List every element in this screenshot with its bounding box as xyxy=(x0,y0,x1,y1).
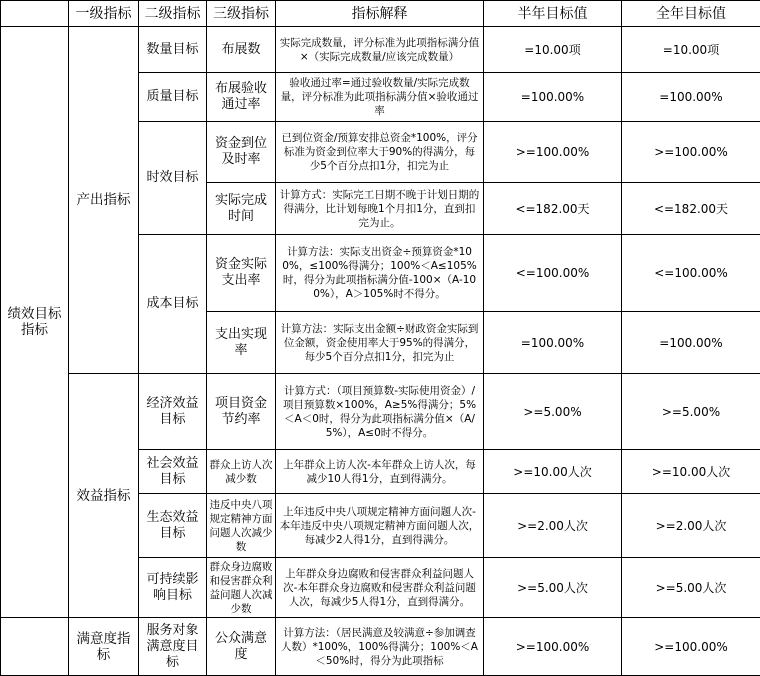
explanation-cell: 计算方式：（项目预算数-实际使用资金）/项目预算数×100%，A≥5%得满分；5%＜A＜0时，得分为此项指标满分值×（A/5%），A≤0时不得分。 xyxy=(276,374,484,450)
half-year-value: >=100.00% xyxy=(484,122,622,183)
full-year-value: >=2.00人次 xyxy=(622,494,760,558)
explanation-cell: 实际完成数量，评分标准为此项指标满分值×（实际完成数量/应该完成数量） xyxy=(276,27,484,73)
explanation-cell: 上年群众上访人次-本年群众上访人次，每减少10人得1分，直到得满分。 xyxy=(276,450,484,494)
level2-cell: 社会效益目标 xyxy=(139,450,207,494)
half-year-value: <=182.00天 xyxy=(484,183,622,235)
half-year-value: >=5.00% xyxy=(484,374,622,450)
level3-cell: 公众满意度 xyxy=(207,618,276,676)
table-row xyxy=(1,618,760,676)
explanation-cell: 已到位资金/预算安排总资金*100%，评分标准为资金到位率大于90%的得满分，每少5个百分点扣1分，扣完为止 xyxy=(276,122,484,183)
explanation-cell: 计算方法：实际支出金额÷财政资金实际到位金额，资金使用率大于95%的得满分，每少5个百分点扣1分，扣完为止 xyxy=(276,312,484,374)
level2-cell: 成本目标 xyxy=(139,235,207,374)
header-blank xyxy=(1,1,69,27)
explanation-cell: 计算方法：（居民满意及较满意÷参加调查人数）*100%，100%得满分；100%＜A＜50%时，得分为此项指标 xyxy=(276,618,484,676)
explanation-cell: 计算方法：实际支出资金÷预算资金*100%，≤100%得满分；100%＜A≤105%时，得分为此项指标满分值-100×（A-100%），A＞105%时不得分。 xyxy=(276,235,484,312)
level3-cell: 资金实际支出率 xyxy=(207,235,276,312)
level2-cell: 服务对象满意度目标 xyxy=(139,618,207,676)
level2-cell: 经济效益目标 xyxy=(139,374,207,450)
explanation-cell: 计算方式：实际完工日期不晚于计划日期的得满分，比计划每晚1个月扣1分，直到扣完为止。 xyxy=(276,183,484,235)
level2-cell: 生态效益目标 xyxy=(139,494,207,558)
table-row xyxy=(1,374,760,450)
full-year-value: =100.00% xyxy=(622,73,760,122)
header-level2: 二级指标 xyxy=(139,1,207,27)
level1-cell: 绩效目标指标 xyxy=(1,27,69,618)
level3-cell: 布展数 xyxy=(207,27,276,73)
level3-cell: 群众身边腐败和侵害群众利益问题人次减少数 xyxy=(207,558,276,618)
level3-cell: 项目资金节约率 xyxy=(207,374,276,450)
half-year-value: =100.00% xyxy=(484,73,622,122)
level3-cell: 资金到位及时率 xyxy=(207,122,276,183)
header-level1: 一级指标 xyxy=(69,1,139,27)
full-year-value: =10.00项 xyxy=(622,27,760,73)
half-year-value: >=5.00人次 xyxy=(484,558,622,618)
half-year-value: >=100.00% xyxy=(484,618,622,676)
header-full-year-target: 全年目标值 xyxy=(622,1,760,27)
explanation-cell: 上年群众身边腐败和侵害群众利益问题人次-本年群众身边腐败和侵害群众利益问题人次，每减少5人得1分，直到得满分。 xyxy=(276,558,484,618)
group-output: 产出指标 xyxy=(69,27,139,374)
full-year-value: >=5.00人次 xyxy=(622,558,760,618)
half-year-value: >=10.00人次 xyxy=(484,450,622,494)
half-year-value: >=2.00人次 xyxy=(484,494,622,558)
half-year-value: =100.00% xyxy=(484,312,622,374)
half-year-value: =10.00项 xyxy=(484,27,622,73)
level3-cell: 群众上访人次减少数 xyxy=(207,450,276,494)
full-year-value: >=5.00% xyxy=(622,374,760,450)
level1-cell-continued xyxy=(1,618,69,676)
full-year-value: >=100.00% xyxy=(622,122,760,183)
level3-cell: 实际完成时间 xyxy=(207,183,276,235)
full-year-value: =100.00% xyxy=(622,312,760,374)
header-half-year-target: 半年目标值 xyxy=(484,1,622,27)
full-year-value: >=10.00人次 xyxy=(622,450,760,494)
group-benefit: 效益指标 xyxy=(69,374,139,618)
explanation-cell: 验收通过率=通过验收数量/实际完成数量，评分标准为此项指标满分值×验收通过率 xyxy=(276,73,484,122)
level2-cell: 可持续影响目标 xyxy=(139,558,207,618)
level2-cell: 时效目标 xyxy=(139,122,207,235)
header-explanation: 指标解释 xyxy=(276,1,484,27)
group-satisfaction: 满意度指标 xyxy=(69,618,139,676)
explanation-cell: 上年违反中央八项规定精神方面问题人次-本年违反中央八项规定精神方面问题人次，每减少2人得1分，直到得满分。 xyxy=(276,494,484,558)
header-level3: 三级指标 xyxy=(207,1,276,27)
level3-cell: 违反中央八项规定精神方面问题人次减少数 xyxy=(207,494,276,558)
level2-cell: 质量目标 xyxy=(139,73,207,122)
half-year-value: <=100.00% xyxy=(484,235,622,312)
level2-cell: 数量目标 xyxy=(139,27,207,73)
full-year-value: <=182.00天 xyxy=(622,183,760,235)
table-row xyxy=(1,27,760,73)
header-row xyxy=(1,1,760,27)
full-year-value: >=100.00% xyxy=(622,618,760,676)
level3-cell: 支出实现率 xyxy=(207,312,276,374)
level3-cell: 布展验收通过率 xyxy=(207,73,276,122)
full-year-value: <=100.00% xyxy=(622,235,760,312)
